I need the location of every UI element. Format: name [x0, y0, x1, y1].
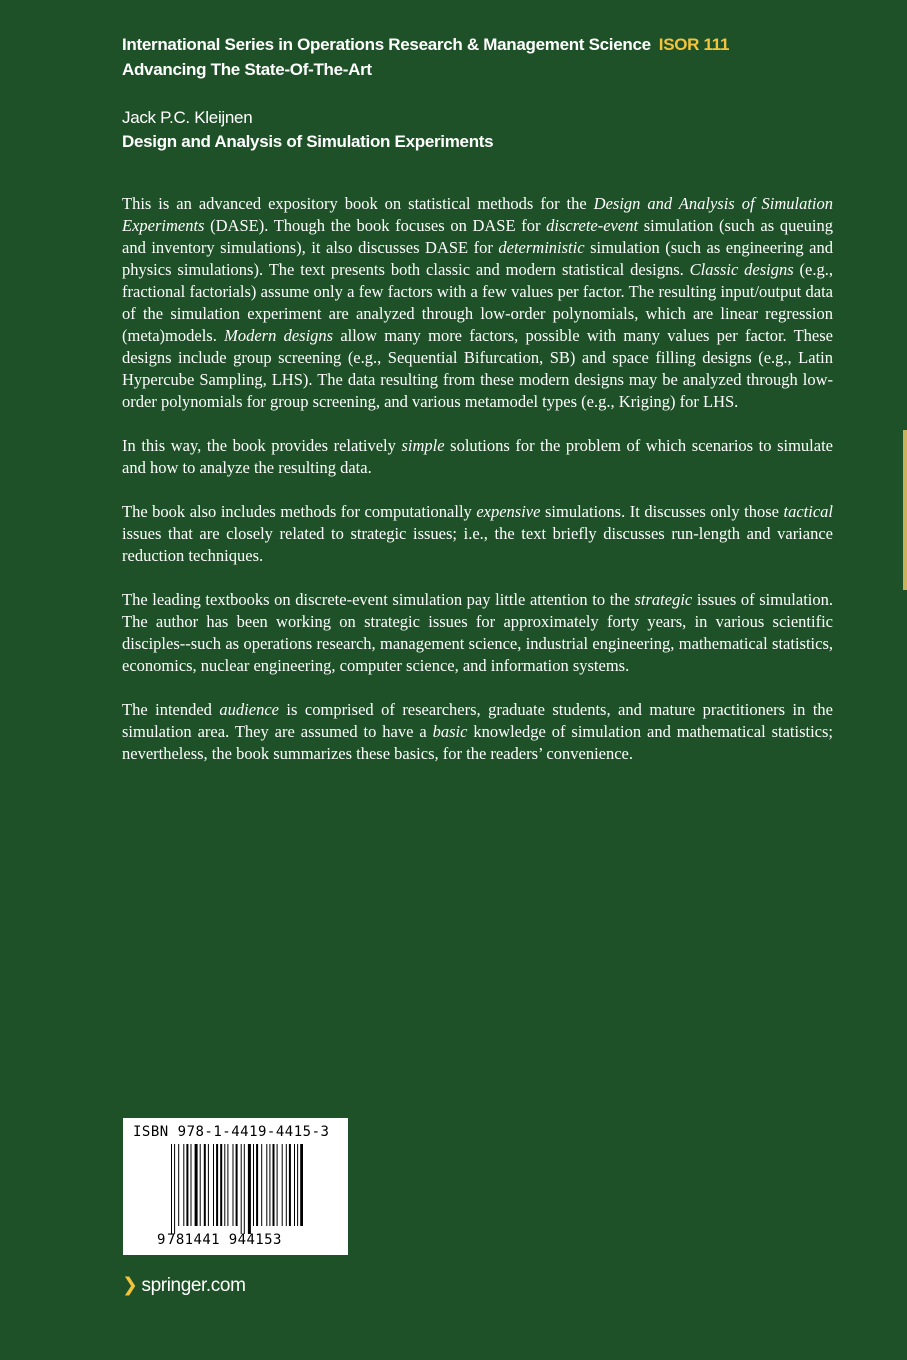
barcode-digits	[157, 1232, 282, 1248]
blurb-paragraph-4: The leading textbooks on discrete-event simulation pay little attention to the strategic issues of simulation. The author has been working on strategic issues for approximately forty years, in various scientific disciples--such as operations research, management science, industrial engineering, mathematical statistics, economics, nuclear engineering, computer science, and information systems.	[122, 590, 833, 675]
barcode-lead-digit: 9	[157, 1232, 166, 1248]
barcode-bar	[282, 1144, 283, 1226]
blurb-paragraph-2: In this way, the book provides relatively simple solutions for the problem of which scenarios to simulate and how to analyze the resulting data.	[122, 436, 833, 477]
barcode-bar	[289, 1144, 291, 1226]
isbn-label: ISBN 978-1-4419-4415-3	[133, 1124, 330, 1140]
barcode-bar	[241, 1144, 242, 1234]
barcode-bar	[191, 1144, 192, 1226]
barcode-bar	[261, 1144, 262, 1226]
barcode-bar	[286, 1144, 287, 1226]
barcode-bar	[297, 1144, 298, 1226]
barcode-bars	[169, 1144, 303, 1234]
author-name: Jack P.C. Kleijnen	[122, 108, 253, 127]
series-heading	[122, 35, 729, 55]
barcode-bar	[236, 1144, 238, 1226]
barcode-bar	[294, 1144, 295, 1226]
barcode-bar	[277, 1144, 278, 1226]
barcode-bar	[224, 1144, 225, 1226]
publisher-url: springer.com	[141, 1275, 246, 1296]
barcode-bar	[227, 1144, 228, 1226]
spine-edge-mark	[903, 430, 907, 590]
barcode-bar	[208, 1144, 209, 1226]
series-title: International Series in Operations Research & Management Science	[122, 35, 651, 54]
barcode-bar	[248, 1144, 251, 1234]
barcode-bar	[244, 1144, 245, 1234]
barcode-bar	[213, 1144, 214, 1226]
barcode-bar	[220, 1144, 222, 1226]
barcode-bar	[200, 1144, 201, 1226]
barcode-bar	[186, 1144, 188, 1226]
barcode-bar	[178, 1144, 179, 1226]
book-title: Design and Analysis of Simulation Experiments	[122, 132, 494, 151]
blurb-paragraph-3: The book also includes methods for computationally expensive simulations. It discusses only those tactical issues that are closely related to strategic issues; i.e., the text briefly discusses run-length and variance reduction techniques.	[122, 502, 833, 565]
series-subtitle: Advancing The State-Of-The-Art	[122, 60, 372, 79]
barcode-bar	[300, 1144, 303, 1226]
barcode-bar	[269, 1144, 270, 1226]
barcode-bar	[204, 1144, 206, 1226]
barcode-bar	[216, 1144, 218, 1226]
barcode-bar	[174, 1144, 175, 1234]
barcode-bar	[195, 1144, 198, 1226]
blurb-paragraph-5: The intended audience is comprised of researchers, graduate students, and mature practitioners in the simulation area. They are assumed to have a basic knowledge of simulation and mathematical statistics; nevertheless, the book summarizes these basics, for the readers’ convenience.	[122, 700, 834, 763]
barcode-bar	[256, 1144, 258, 1226]
barcode-bar	[171, 1144, 172, 1234]
barcode-bar	[183, 1144, 184, 1226]
isbn-barcode	[123, 1118, 348, 1255]
barcode-number: 781441 944153	[167, 1232, 282, 1248]
chevron-right-icon: ❯	[122, 1275, 138, 1296]
barcode-bar	[253, 1144, 254, 1226]
barcode-bar	[273, 1144, 275, 1226]
back-cover-blurb	[122, 193, 833, 787]
barcode-bar	[233, 1144, 234, 1226]
blurb-paragraph-1: This is an advanced expository book on statistical methods for the Design and Analysis of Simulation Experiments (DASE). Though the book focuses on DASE for discrete-event simulation (such as queuing and inventory simulations), it also discusses DASE for deterministic simulation (such as engineering and physics simulations). The text presents both classic and modern statistical designs. Classic designs (e.g., fractional factorials) assume only a few factors with a few values per factor. The resulting input/output data of the simulation experiment are analyzed through low-order polynomials, which are linear regression (meta)models. Modern designs allow many more factors, possible with many values per factor. These designs include group screening (e.g., Sequential Bifurcation, SB) and space filling designs (e.g., Latin Hypercube Sampling, LHS). The data resulting from these modern designs may be analyzed through low-order polynomials for group screening, and various metamodel types (e.g., Kriging) for LHS.	[122, 194, 833, 411]
barcode-bar	[266, 1144, 267, 1226]
publisher-link[interactable]	[122, 1274, 246, 1297]
series-code: ISOR 111	[658, 35, 730, 54]
